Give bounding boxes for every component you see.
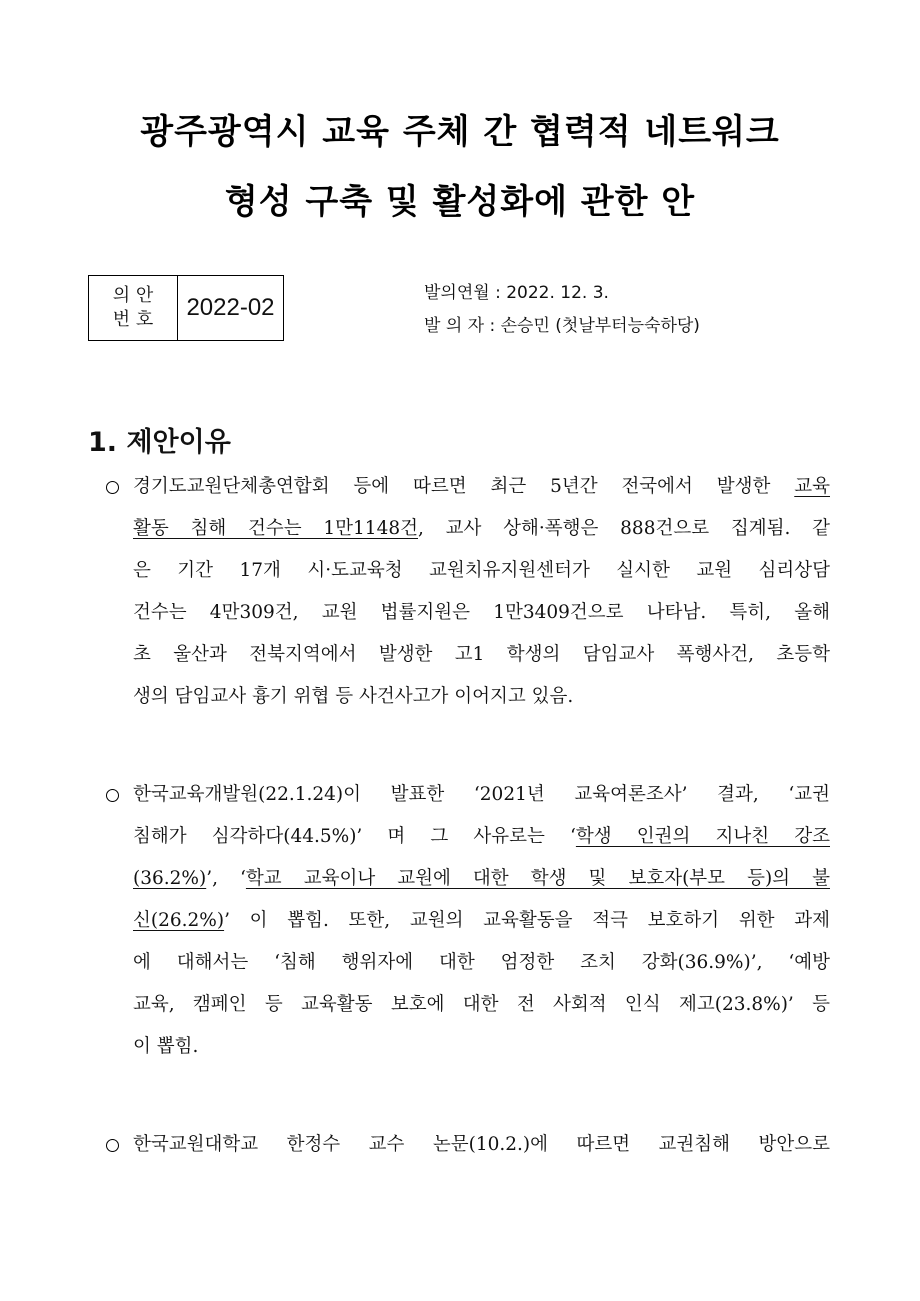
circle-bullet-icon	[100, 774, 124, 816]
bill-number-label	[89, 276, 178, 340]
paragraph-line: 경기도교원단체총연합회 등에 따르면 최근 5년간 전국에서 발생한 교육	[133, 476, 830, 497]
bill-number-label-line2: 번 호	[112, 309, 154, 330]
paragraph-line: 침해가 심각하다(44.5%)’ 며 그 사유로는 ‘학생 인권의 지나친 강조	[133, 826, 830, 847]
bill-number-box	[88, 275, 284, 341]
paragraph-line: 은 기간 17개 시·도교육청 교원치유지원센터가 실시한 교원 심리상담	[133, 560, 830, 581]
paragraph-line: (36.2%)’, ‘학교 교육이나 교원에 대한 학생 및 보호자(부모 등)의 불	[133, 868, 830, 889]
circle-bullet-icon	[100, 1124, 124, 1166]
paragraph-line: 한국교육개발원(22.1.24)이 발표한 ‘2021년 교육여론조사’ 결과, ‘교권	[133, 784, 830, 805]
paragraph-line: 에 대해서는 ‘침해 행위자에 대한 엄정한 조치 강화(36.9%)’, ‘예방	[133, 952, 830, 973]
circle-bullet-icon	[100, 466, 124, 508]
paragraph-line: 초 울산과 전북지역에서 발생한 고1 학생의 담임교사 폭행사건, 초등학	[133, 644, 830, 665]
paragraph-line: 한국교원대학교 한정수 교수 논문(10.2.)에 따르면 교권침해 방안으로	[133, 1134, 830, 1155]
paragraph-line: 건수는 4만309건, 교원 법률지원은 1만3409건으로 나타남. 특히, 올해	[133, 602, 830, 623]
paragraph-line: 교육, 캠페인 등 교육활동 보호에 대한 전 사회적 인식 제고(23.8%)’ 등	[133, 994, 830, 1015]
proposal-date: 발의연월 : 2022. 12. 3.	[424, 283, 609, 303]
proposer: 발 의 자 : 손승민 (첫날부터능숙하당)	[424, 316, 700, 336]
paragraph-line: 이 뽑힘.	[133, 1036, 199, 1057]
document-title-line2: 형성 구축 및 활성화에 관한 안	[224, 182, 696, 222]
section-heading-proposal-reason: 1. 제안이유	[88, 427, 231, 458]
paragraph-line: 활동 침해 건수는 1만1148건, 교사 상해·폭행은 888건으로 집계됨. 같	[133, 518, 830, 539]
bill-number-label-line1: 의 안	[112, 285, 154, 306]
document-title-line1: 광주광역시 교육 주체 간 협력적 네트워크	[140, 112, 780, 152]
paragraph-line: 생의 담임교사 흉기 위협 등 사건사고가 이어지고 있음.	[133, 686, 574, 707]
paragraph-line: 신(26.2%)’ 이 뽑힘. 또한, 교원의 교육활동을 적극 보호하기 위한 과제	[133, 910, 830, 931]
bill-number-value: 2022-02	[186, 294, 275, 321]
